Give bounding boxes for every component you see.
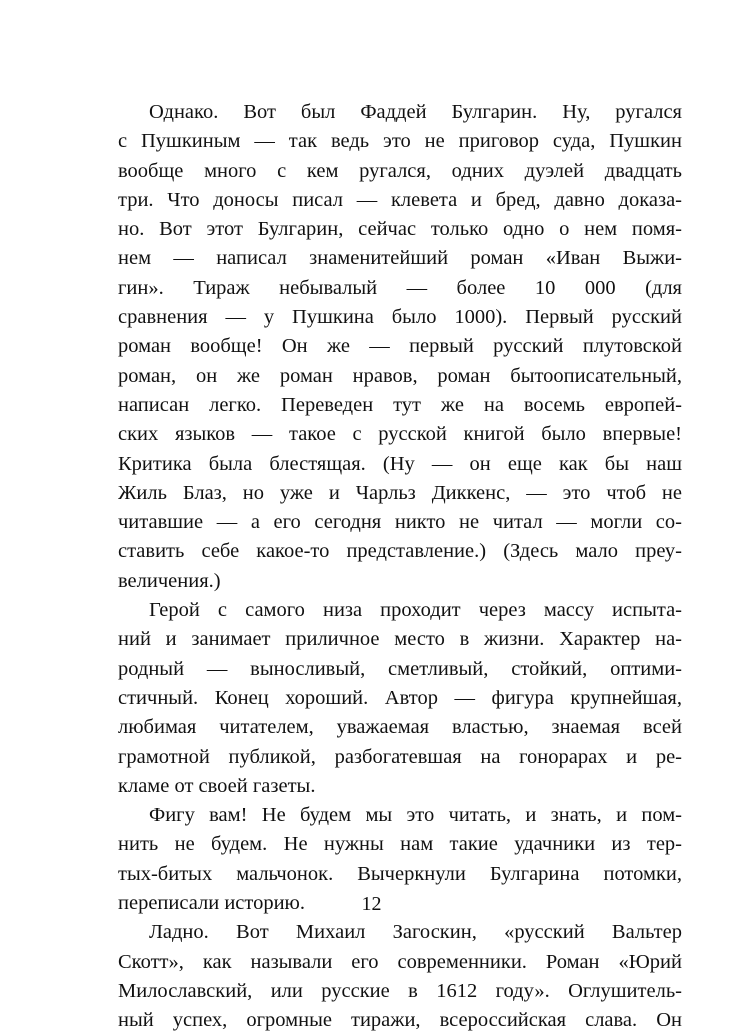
text-line: роман вообще! Он же — первый русский плутовской: [118, 335, 682, 358]
text-line: Милославский, или русские в 1612 году». Оглушитель-: [118, 979, 682, 1002]
text-line: гин». Тираж небывалый — более 10 000 (для: [118, 276, 682, 299]
text-line: но. Вот этот Булгарин, сейчас только одно о нем помя-: [118, 218, 682, 241]
text-line: грамотной публикой, разбогатевшая на гонорарах и ре-: [118, 745, 682, 768]
text-line: родный — выносливый, сметливый, стойкий, оптими-: [118, 657, 682, 680]
text-line: стичный. Конец хороший. Автор — фигура крупнейшая,: [118, 686, 682, 709]
text-line: читавшие — а его сегодня никто не читал — могли со-: [118, 511, 682, 534]
text-line: написан легко. Переведен тут же на восемь европей-: [118, 393, 682, 416]
text-line: Однако. Вот был Фаддей Булгарин. Ну, ругался: [149, 101, 682, 123]
paragraph-4: [118, 918, 682, 1035]
text-line: Жиль Блаз, но уже и Чарльз Диккенс, — это чтоб не: [118, 481, 682, 504]
text-line: вообще много с кем ругался, одних дуэлей двадцать: [118, 159, 682, 182]
page-number: 12: [361, 893, 382, 915]
text-line: тых-битых мальчонок. Вычеркнули Булгарина потомки,: [118, 862, 682, 885]
text-line: роман, он же роман нравов, роман бытоописательный,: [118, 364, 682, 387]
text-line: любимая читателем, уважаемая властью, знаемая всей: [118, 716, 682, 739]
text-line: Критика была блестящая. (Ну — он еще как бы наш: [118, 452, 682, 475]
text-line: Герой с самого низа проходит через массу испыта-: [149, 599, 682, 622]
paragraph-1: [118, 98, 682, 596]
text-line: ских языков — такое с русской книгой было впервые!: [118, 423, 682, 446]
text-line: ний и занимает приличное место в жизни. Характер на-: [118, 628, 682, 651]
text-line: величения.): [118, 569, 221, 592]
text-line: ный успех, огромные тиражи, всероссийская слава. Он: [118, 1009, 682, 1032]
text-line: нем — написал знаменитейший роман «Иван Выжи-: [118, 247, 682, 270]
text-line: ставить себе какое-то представление.) (Здесь мало преу-: [118, 540, 682, 563]
text-line: нить не будем. Не нужны нам такие удачники из тер-: [118, 833, 682, 856]
text-line: с Пушкиным — так ведь это не приговор суда, Пушкин: [118, 130, 682, 153]
text-line: переписали историю.: [118, 892, 305, 915]
text-line: кламе от своей газеты.: [118, 774, 316, 797]
text-line: три. Что доносы писал — клевета и бред, давно доказа-: [118, 188, 682, 211]
text-line: Фигу вам! Не будем мы это читать, и знать, и пом-: [149, 804, 682, 827]
text-line: сравнения — у Пушкина было 1000). Первый русский: [118, 306, 682, 329]
paragraph-2: [118, 596, 682, 801]
text-line: Ладно. Вот Михаил Загоскин, «русский Вальтер: [149, 921, 682, 944]
text-line: Скотт», как называли его современники. Роман «Юрий: [118, 950, 682, 973]
